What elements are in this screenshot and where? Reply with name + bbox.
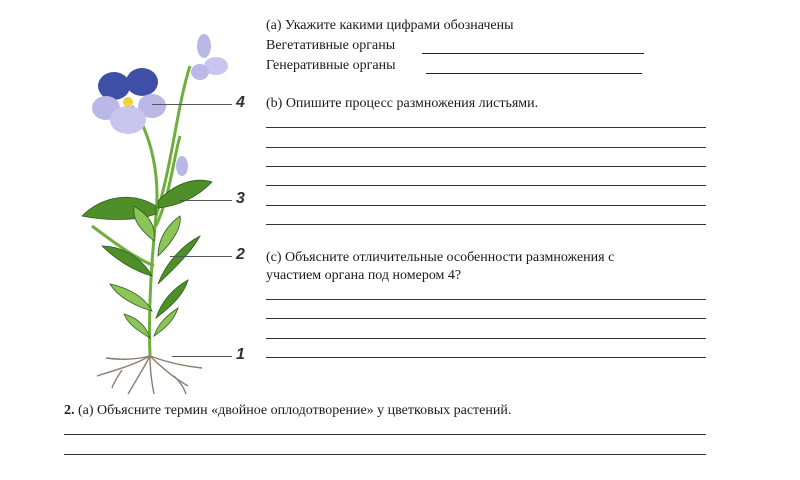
- roots: [97, 356, 202, 394]
- vegetative-organs-answer-line[interactable]: [422, 53, 644, 54]
- question-c-line2: участием органа под номером 4?: [266, 268, 462, 283]
- leader-line-4: [152, 104, 232, 105]
- question-a: (a) Укажите какими цифрами обозначены: [266, 18, 514, 33]
- question-c-line1: (c) Объясните отличительные особенности размножения с: [266, 250, 615, 265]
- label-4: 4: [236, 94, 245, 111]
- answer-line-b[interactable]: [266, 147, 706, 148]
- small-flower: [191, 34, 228, 80]
- answer-line-c[interactable]: [266, 357, 706, 358]
- answer-line-2[interactable]: [64, 454, 706, 455]
- leader-line-1: [172, 356, 232, 357]
- answer-line-b[interactable]: [266, 224, 706, 225]
- answer-line-b[interactable]: [266, 127, 706, 128]
- leader-line-2: [170, 256, 232, 257]
- answer-line-b[interactable]: [266, 166, 706, 167]
- viola-plant-illustration: [62, 26, 262, 396]
- generative-organs-answer-line[interactable]: [426, 73, 642, 74]
- answer-line-2[interactable]: [64, 434, 706, 435]
- generative-organs-label: Генеративные органы: [266, 58, 396, 73]
- leader-line-3: [180, 200, 232, 201]
- task-2-number: 2.: [64, 403, 75, 418]
- answer-line-c[interactable]: [266, 338, 706, 339]
- flower-bud: [176, 156, 188, 176]
- answer-line-b[interactable]: [266, 205, 706, 206]
- label-3: 3: [236, 190, 245, 207]
- answer-line-c[interactable]: [266, 299, 706, 300]
- vegetative-organs-label: Вегетативные органы: [266, 38, 396, 53]
- answer-line-b[interactable]: [266, 185, 706, 186]
- label-1: 1: [236, 346, 245, 363]
- task-2-text: (a) Объясните термин «двойное оплодотворение» у цветковых растений.: [74, 403, 512, 418]
- flower: [92, 68, 166, 134]
- question-b: (b) Опишите процесс размножения листьями.: [266, 96, 539, 111]
- answer-line-c[interactable]: [266, 318, 706, 319]
- leaves: [82, 180, 212, 338]
- task-2-question: [64, 403, 511, 419]
- label-2: 2: [236, 246, 245, 263]
